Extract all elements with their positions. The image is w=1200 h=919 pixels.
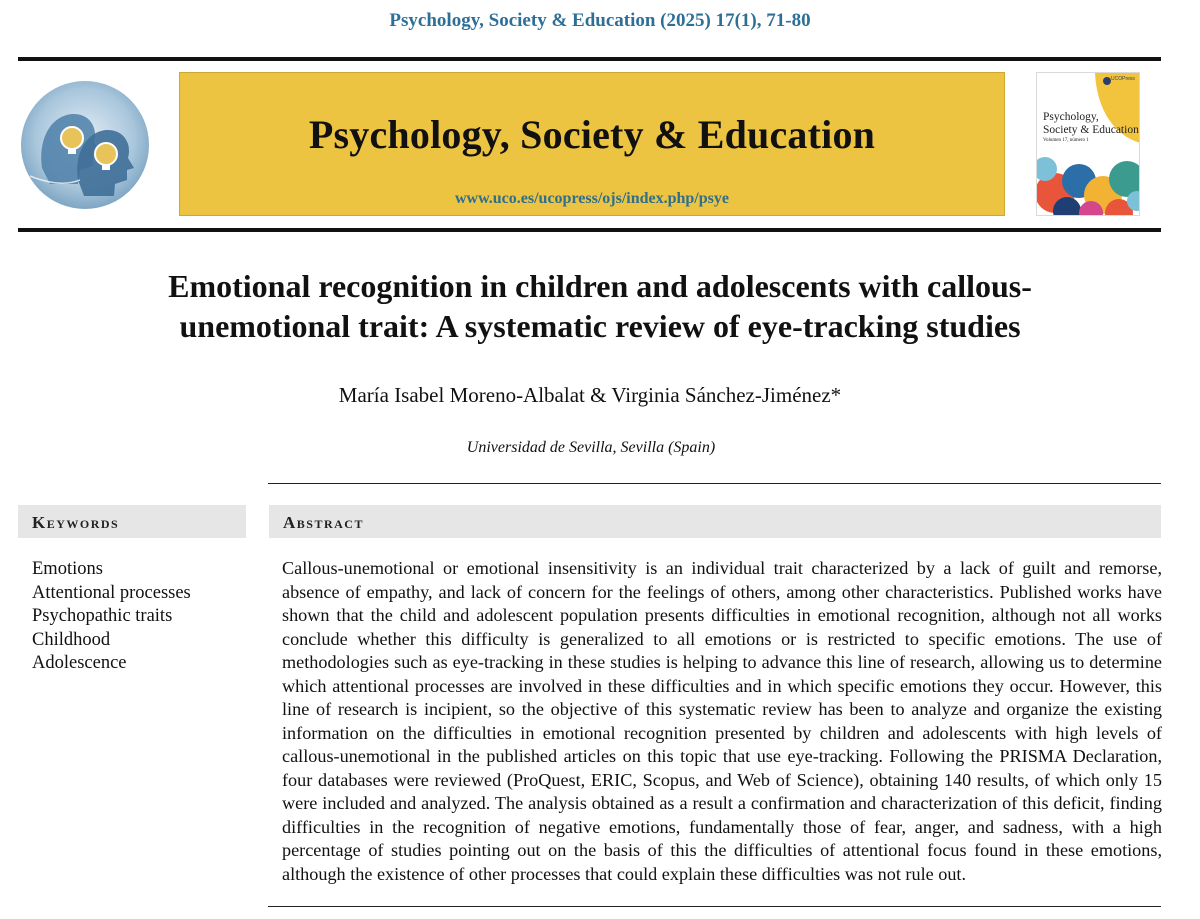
journal-logo bbox=[20, 80, 150, 210]
journal-cover bbox=[1036, 72, 1140, 216]
article-title: Emotional recognition in children and adolescents with callous- unemotional trait: A systematic review of eye-tracking studies bbox=[168, 268, 1032, 344]
cover-artwork bbox=[1037, 73, 1140, 216]
abstract-header: Abstract bbox=[269, 505, 1161, 538]
section-divider bbox=[268, 483, 1161, 484]
abstract-bottom-rule bbox=[268, 906, 1161, 907]
journal-banner bbox=[179, 72, 1005, 216]
banner-journal-title: Psychology, Society & Education bbox=[308, 112, 876, 157]
cover-volume: Volumen 17, número 1 bbox=[1043, 138, 1089, 143]
article-affiliation: Universidad de Sevilla, Sevilla (Spain) bbox=[466, 439, 716, 456]
keywords-list bbox=[32, 558, 242, 676]
top-rule bbox=[18, 57, 1161, 61]
cover-title: Psychology, Society & Education Volumen 17, número 1 bbox=[1043, 111, 1139, 143]
cover-publisher: UCOPress bbox=[1111, 76, 1135, 82]
keyword-item: Psychopathic traits bbox=[32, 606, 173, 626]
keyword-item: Attentional processes bbox=[32, 582, 191, 603]
keyword-item: Emotions bbox=[32, 559, 103, 579]
journal-reference: Psychology, Society & Education (2025) 17(1), 71-80 bbox=[389, 10, 811, 31]
keywords-header: Keywords bbox=[18, 505, 246, 538]
journal-url-link[interactable]: www.uco.es/ucopress/ojs/index.php/psye bbox=[455, 190, 729, 207]
heads-lightbulb-icon bbox=[20, 80, 150, 210]
bottom-rule bbox=[18, 228, 1161, 232]
keyword-item: Adolescence bbox=[32, 653, 127, 673]
article-authors: María Isabel Moreno-Albalat & Virginia Sánchez-Jiménez* bbox=[338, 383, 842, 407]
abstract-text: Callous-unemotional or emotional insensitivity is an individual trait characterized by a lack of guilt and remorse, absence of empathy, and lack of concern for the feelings of others, among other characteristics. Published works have shown that the child and adolescent population presents difficulties in emotional recognition, although not all works conclude whether this difficulty is generalized to all emotions or is restricted to specific emotions. The use of methodologies such as eye-tracking in these studies is helping to advance this line of research, allowing us to determine which attentional processes are involved in these difficulties and in which specific emotions they occur. However, this line of research is incipient, so the objective of this systematic review has been to analyze and organize the existing information on the difficulties in emotional recognition presented by children and adolescents with high levels of callous-unemotional in the published articles on this topic that use eye-tracking. Following the PRISMA Declaration, four databases were reviewed (ProQuest, ERIC, Scopus, and Web of Science), obtaining 140 results, of which only 15 were included and analyzed. The analysis obtained as a result a confirmation and characterization of this deficit, finding difficulties in the recognition of negative emotions, fundamentally those of fear, anger, and sadness, with a high percentage of studies pointing out on the basis of this the difficulties of attentional focus found in these emotions, although the existence of other processes that could explain these difficulties was not rule out. bbox=[282, 558, 1162, 884]
keyword-item: Childhood bbox=[32, 629, 111, 650]
